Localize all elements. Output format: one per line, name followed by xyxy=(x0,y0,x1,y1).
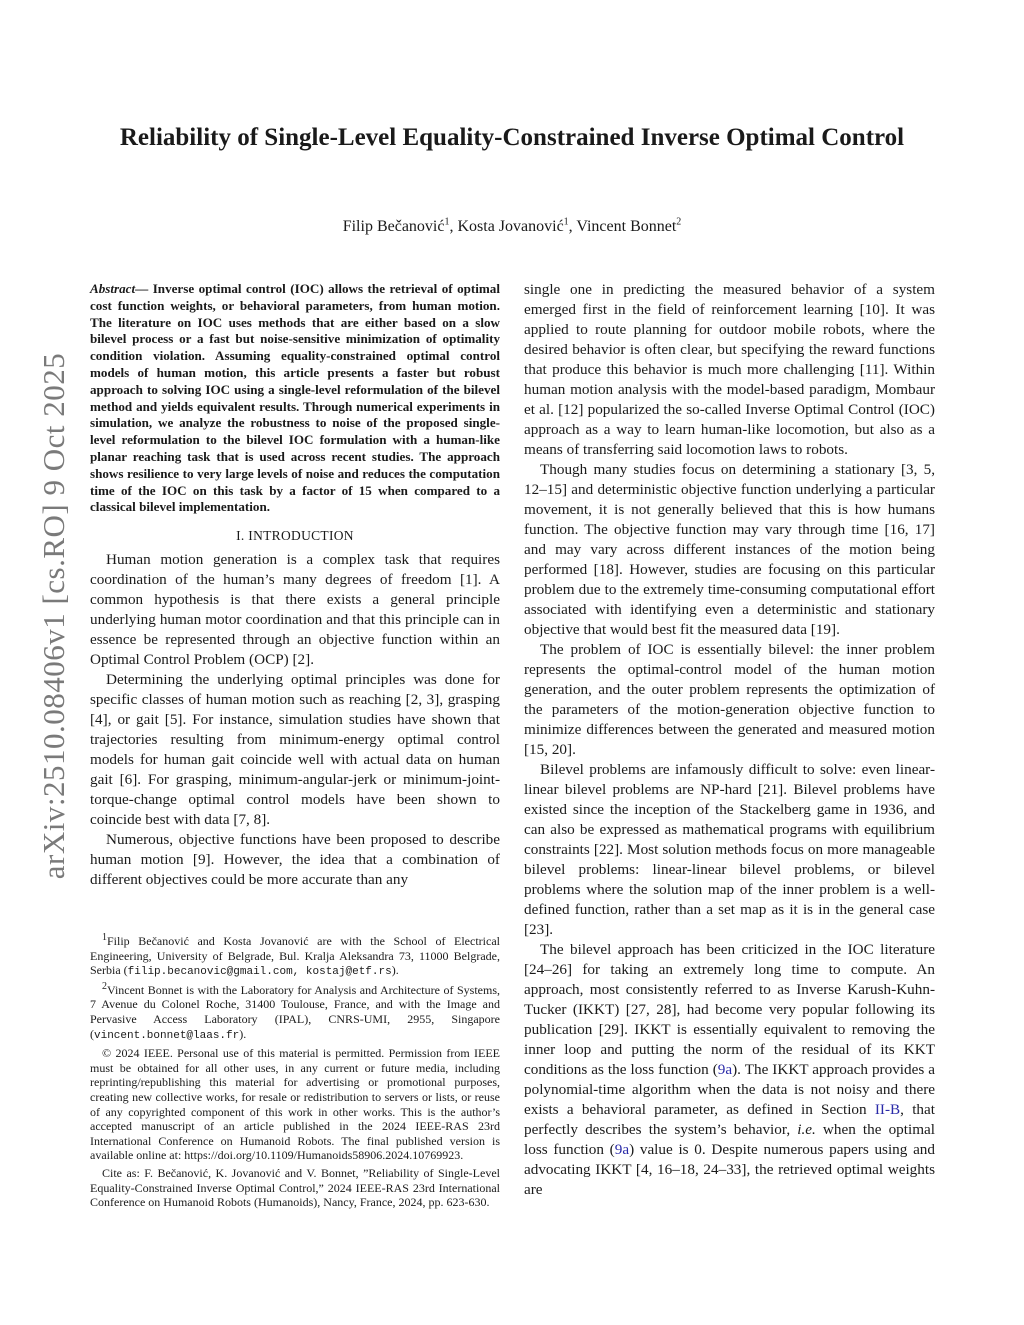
citation-note: Cite as: F. Bečanović, K. Jovanović and V. Bonnet, ”Reliability of Single-Level Equality-Constrained Inverse Optimal Control,” 2024 IEEE-RAS 23rd International Conference on Humanoid Robots (Humanoids), Nancy, France, 2024, pp. 623-630. xyxy=(90,1165,500,1210)
affiliation-marker: 1 xyxy=(444,216,450,228)
section-heading: I. INTRODUCTION xyxy=(236,528,354,544)
paragraph: Numerous, objective functions have been proposed to describe human motion [9]. However, the idea that a combination of different objectives could be more accurate than any xyxy=(90,831,500,889)
paragraph: Human motion generation is a complex task that requires coordination of the human’s many degrees of freedom [1]. A common hypothesis is that there exists a general principle underlying human motor coordination and that this principle can in essence be represented through an objective function within an Optimal Control Problem (OCP) [2]. xyxy=(90,551,500,669)
paragraph-text: when the optimal loss function ( xyxy=(524,1121,935,1158)
paragraph: Though many studies focus on determining a stationary [3, 5, 12–15] and deterministic objective function underlying a particular movement, it is not generally believed that this is how humans function. The objective function may vary through time [16, 17] and may vary across different instances of the motion being performed [18]. However, studies are focusing on this particular problem due to the extremely time-consuming computational effort associated with identifying even a deterministic and stationary objective that would best fit the measured data [19]. xyxy=(524,461,935,638)
copyright-notice: © 2024 IEEE. Personal use of this material is permitted. Permission from IEEE must be obtained for all other uses, in any current or future media, including reprinting/republishing this material for advertising or promotional purposes, creating new collective works, for resale or redistribution to servers or lists, or reuse of any copyrighted component of this work in other works. This is the author’s accepted manuscript of an article published in the 2024 IEEE-RAS 23rd International Conference on Humanoid Robots. The final published version is available online at: https://doi.org/10.1109/Humanoids58906.2024.10769923. xyxy=(90,1046,500,1163)
paragraph xyxy=(524,940,935,1200)
left-column xyxy=(90,281,500,890)
equation-link[interactable]: 9a xyxy=(717,1061,733,1078)
email-address: filip.becanovic@gmail.com, kostaj@etf.rs xyxy=(127,966,392,979)
email-address: vincent.bonnet@laas.fr xyxy=(94,1029,240,1042)
section-link[interactable]: II-B xyxy=(874,1101,901,1118)
author-name: Vincent Bonnet xyxy=(576,218,677,235)
emphasis-text: i.e. xyxy=(797,1121,816,1138)
paragraph: Bilevel problems are infamously difficult to solve: even linear-linear bilevel problems are NP-hard [21]. Bilevel problems have existed since the inception of the Stackelberg game in 1936, and can also be expressed as mathematical programs with equilibrium constraints [22]. Most solution methods focus on more manageable bilevel problems: linear-linear bilevel problems, or bilevel problems where the solution map of the inner problem is a well-defined function, rather than a set map as it is in the general case [23]. xyxy=(524,761,935,938)
author-separator: , xyxy=(449,218,458,235)
paragraph-text: ). The IKKT approach provides a polynomial-time algorithm when the data is not noisy and there exists a behavioral parameter, as defined in Section xyxy=(524,1061,935,1118)
paragraph: single one in predicting the measured behavior of a system emerged first in the field of reinforcement learning [10]. It was applied to route planning for outdoor mobile robots, where the desired behavior is often clear, but specifying the reward functions that produce this behavior is much more challenging [11]. Within human motion analysis with the model-based paradigm, Mombaur et al. [12] popularized the so-called Inverse Optimal Control (IOC) approach as a way to learn human-like locomotion, but also as a means of transferring said locomotion laws to robots. xyxy=(524,281,935,458)
arxiv-identifier: arXiv:2510.08406v1 [cs.RO] 9 Oct 2025 xyxy=(36,352,71,880)
affiliation-marker: 2 xyxy=(676,216,682,228)
abstract xyxy=(90,281,500,516)
paragraph-text: ) value is 0. Despite numerous papers using and advocating IKKT [4, 16–18, 24–33], the retrieved optimal weights are xyxy=(524,1141,935,1198)
paragraph: The problem of IOC is essentially bilevel: the inner problem represents the optimal-control model of the human motion generation, and the outer problem represents the optimization of the parameters of the motion-generation objective function to minimize differences between the generated and measured motion [15, 20]. xyxy=(524,641,935,758)
footnote-text: Vincent Bonnet is with the Laboratory for Analysis and Architecture of Systems, 7 Avenue du Colonel Roche, 31400 Toulouse, France, and with the Image and Pervasive Access Laboratory (IPAL), CNRS-UMI, 2955, Singapore ( xyxy=(90,982,500,1041)
paragraph-text: The bilevel approach has been criticized in the IOC literature [24–26] for taking an extremely long time to compute. An approach, most consistently referred to as Inverse Karush-Kuhn-Tucker (IKKT) [27, 28], had become very popular following its publication [29]. IKKT is essentially equivalent to removing the inner loop and putting the norm of the residual of its KKT conditions as the loss function ( xyxy=(524,941,935,1078)
author-list xyxy=(80,215,944,239)
footnote-text: ). xyxy=(239,1026,247,1041)
footnotes xyxy=(90,934,500,1213)
affiliation-marker: 1 xyxy=(563,216,569,228)
equation-link[interactable]: 9a xyxy=(614,1141,630,1158)
author-name: Kosta Jovanović xyxy=(457,218,564,235)
abstract-text: Inverse optimal control (IOC) allows the retrieval of optimal cost function weights, or behavioral parameters, from human motion. The literature on IOC uses methods that are either based on a slow bilevel process or a fast but noise-sensitive minimization of optimality condition violation. Assuming equality-constrained optimal control models of human motion, this article presents a faster but robust approach to solving IOC using a single-level reformulation of the bilevel method and yields equivalent results. Through numerical experiments in simulation, we analyze the robustness to noise of the proposed single-level reformulation to the bilevel IOC formulation with a human-like planar reaching task that is used across recent studies. The approach shows resilience to very large levels of noise and reduces the computation time of the IOC on this task by a factor of 15 when compared to a classical bilevel implementation. xyxy=(90,281,500,515)
footnote xyxy=(90,934,500,980)
footnote-text: Filip Bečanović and Kosta Jovanović are with the School of Electrical Engineering, University of Belgrade, Bul. Kralja Aleksandra 73, 11000 Belgrade, Serbia ( xyxy=(90,934,500,978)
paragraph-text: , that perfectly describes the system’s behavior, xyxy=(524,1101,935,1138)
footnote xyxy=(90,980,500,1043)
footnote-marker: 2 xyxy=(102,980,107,992)
right-column xyxy=(524,280,935,1200)
author-separator: , xyxy=(568,218,577,235)
abstract-label: Abstract xyxy=(90,281,136,296)
paragraph: Determining the underlying optimal principles was done for specific classes of human motion such as reaching [2, 3], grasping [4], or gait [5]. For instance, simulation studies have shown that trajectories resulting from minimum-energy optimal control models for human gait coincide well with actual data on human gait [6]. For grasping, minimum-angular-jerk or minimum-joint-torque-change optimal control models have been shown to coincide best with data [7, 8]. xyxy=(90,671,500,829)
footnote-text: ). xyxy=(391,963,399,978)
abstract-dash: — xyxy=(135,281,153,296)
author-name: Filip Bečanović xyxy=(342,218,445,235)
paper-title: Reliability of Single-Level Equality-Constrained Inverse Optimal Control xyxy=(119,124,905,151)
footnote-marker: 1 xyxy=(102,932,107,943)
